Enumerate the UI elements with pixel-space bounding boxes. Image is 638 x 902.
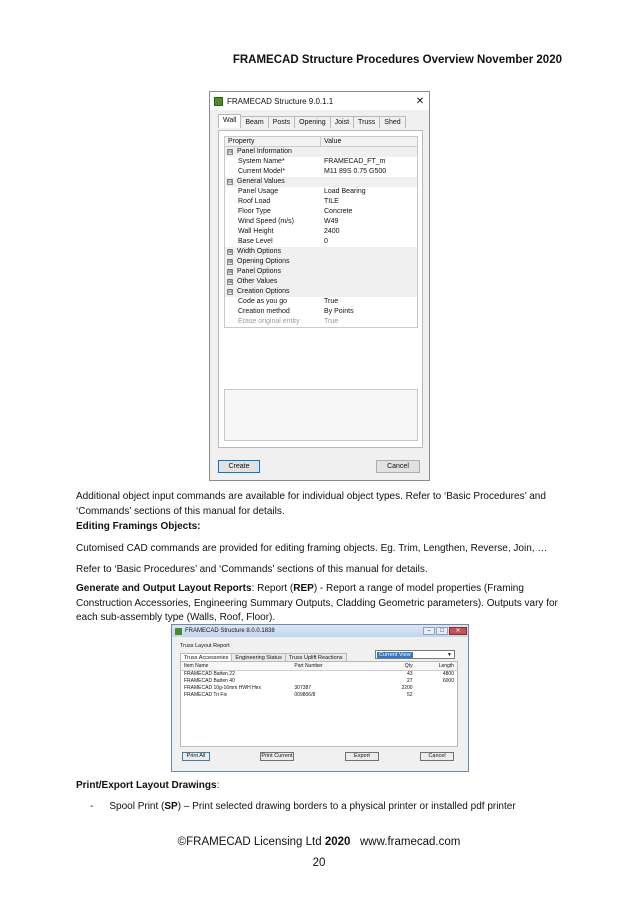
tab-posts[interactable]: Posts (268, 116, 296, 128)
tab-truss-accessories[interactable]: Truss Accessories (180, 653, 232, 662)
property-row[interactable] (225, 297, 417, 307)
paragraph-refer: Refer to ‘Basic Procedures’ and ‘Commands’ sections of this manual for details. (76, 564, 428, 575)
qty-cell: 27 (407, 678, 413, 684)
page-header: FRAMECAD Structure Procedures Overview November 2020 (232, 54, 562, 66)
view-select-value: Current View (379, 652, 411, 658)
table-header-row (181, 662, 457, 671)
group-label: Panel Information (237, 148, 292, 155)
property-value[interactable]: FRAMECAD_FT_m (324, 158, 386, 165)
property-label: System Name* (238, 158, 285, 165)
property-value[interactable]: 2400 (324, 228, 340, 235)
print-heading-colon: : (216, 780, 220, 791)
create-button[interactable]: Create (218, 460, 260, 473)
report-table-pane (180, 661, 458, 747)
collapse-icon[interactable]: ⊟ (228, 179, 233, 185)
group-label: Opening Options (237, 258, 290, 265)
page-number: 20 (312, 857, 326, 869)
bullet-text-a: Spool Print ( (109, 801, 165, 812)
property-row[interactable] (225, 237, 417, 247)
property-value[interactable]: 0 (324, 238, 328, 245)
structure-dialog (209, 91, 430, 481)
print-heading-line (76, 779, 566, 794)
property-grid-header (225, 137, 417, 147)
item-name-cell: FRAMECAD 10g-16mm HWH Hex (184, 685, 261, 691)
qty-cell: 43 (407, 671, 413, 677)
tab-wall[interactable]: Wall (218, 114, 241, 128)
print-heading: Print/Export Layout Drawings (76, 780, 217, 791)
cancel-button[interactable]: Cancel (376, 460, 420, 473)
property-group-row[interactable] (225, 267, 417, 277)
property-label: Panel Usage (238, 188, 279, 195)
export-button[interactable]: Export (345, 752, 379, 761)
close-icon[interactable]: ✕ (415, 95, 425, 107)
print-all-button[interactable]: Print All (182, 752, 210, 761)
tab-opening[interactable]: Opening (294, 116, 330, 128)
tab-joist[interactable]: Joist (330, 116, 354, 128)
footer-website: www.framecad.com (350, 836, 461, 848)
group-label: General Values (237, 178, 285, 185)
bullet-dash: - (90, 801, 94, 812)
bullet-spool-print (90, 800, 570, 815)
group-header (225, 257, 417, 267)
group-header (225, 287, 417, 297)
property-label: Code as you go (238, 298, 288, 305)
property-label: Roof Load (238, 198, 271, 205)
editing-heading: Editing Framings Objects: (76, 521, 201, 532)
property-label: Wind Speed (m/s) (238, 218, 295, 225)
expand-icon[interactable]: ⊞ (228, 279, 233, 285)
bullet-cmd: SP (164, 801, 178, 812)
length-cell: 4800 (442, 671, 454, 677)
group-label: Panel Options (237, 268, 281, 275)
property-label: Base Level (238, 238, 273, 245)
value-column-header: Value (324, 138, 342, 145)
editing-heading-line (76, 520, 566, 535)
group-label: Creation Options (237, 288, 290, 295)
table-row[interactable] (181, 671, 457, 679)
group-label: Width Options (237, 248, 281, 255)
property-row[interactable] (225, 197, 417, 207)
tab-truss-uplift[interactable]: Truss Uplift Reactions (285, 653, 347, 662)
item-name-cell: FRAMECAD Batten 40 (184, 678, 235, 684)
property-value[interactable]: True (324, 298, 339, 305)
table-row[interactable] (181, 678, 457, 685)
report-table (181, 662, 457, 699)
dialog-title: FRAMECAD Structure 9.0.1.1 (227, 96, 334, 106)
item-name-cell: FRAMECAD Tri Fix (184, 692, 228, 698)
group-header (225, 177, 417, 187)
part-number-cell (291, 678, 374, 685)
part-number-cell (291, 671, 374, 679)
footer-year: 2020 (324, 836, 351, 848)
generate-heading: Generate and Output Layout Reports (76, 583, 252, 594)
paragraph-custom-commands: Cutomised CAD commands are provided for editing framing objects. Eg. Trim, Lengthen, Reverse, Join, … (76, 543, 548, 554)
print-current-button[interactable]: Print Current (261, 753, 293, 759)
property-value[interactable]: W49 (324, 218, 339, 225)
report-table-body (181, 671, 457, 700)
property-label: Creation method (238, 308, 290, 315)
group-header (225, 267, 417, 277)
property-label: Floor Type (238, 208, 271, 215)
table-row[interactable] (181, 692, 457, 699)
qty-cell: 52 (407, 692, 413, 698)
minimize-icon[interactable]: – (423, 627, 435, 635)
property-label: Wall Height (238, 228, 274, 235)
app-icon (175, 628, 182, 635)
property-label: Current Model* (238, 168, 286, 175)
property-group-row[interactable] (225, 247, 417, 257)
generate-text: ) - Report a range of model properties (Framing Construction Accessories, Engineering Summary Outputs, Cladding Geometric parameters). Outputs vary for each sub-assembly type (Walls, Roof, Floor). (76, 583, 558, 623)
report-title: FRAMECAD Structure 8.0.0.1838 (185, 628, 275, 634)
property-label: Erase original entity (238, 318, 300, 325)
page-footer (0, 836, 638, 848)
length-cell (416, 685, 457, 692)
report-label: Truss Layout Report (180, 643, 230, 649)
tab-truss[interactable]: Truss (353, 116, 380, 128)
property-row[interactable] (225, 157, 417, 167)
chevron-down-icon: ▼ (447, 652, 452, 658)
paragraph-generate-reports (76, 582, 566, 626)
collapse-icon[interactable]: ⊟ (228, 289, 233, 295)
property-value[interactable]: By Points (324, 308, 354, 315)
property-value[interactable]: True (324, 318, 339, 325)
property-row[interactable] (225, 227, 417, 237)
footer-copyright: ©FRAMECAD Licensing Ltd (177, 836, 325, 848)
property-group-row[interactable] (225, 147, 417, 157)
group-header (225, 147, 417, 157)
paragraph-additional-commands: Additional object input commands are available for individual object types. Refer to ‘Basic Procedures’ and ‘Commands’ sections of this manual for details. (76, 491, 546, 517)
close-icon[interactable]: ✕ (449, 627, 467, 635)
group-label: Other Values (237, 278, 278, 285)
property-value[interactable]: Load Bearing (324, 188, 366, 195)
property-row[interactable] (225, 187, 417, 197)
item-name-cell: FRAMECAD Batten 22 (184, 671, 235, 677)
property-group-row[interactable] (225, 257, 417, 267)
report-titlebar (172, 625, 468, 637)
property-group-row[interactable] (225, 277, 417, 287)
maximize-icon[interactable]: □ (436, 627, 448, 635)
property-group-row[interactable] (225, 287, 417, 297)
property-column-header: Property (225, 137, 321, 146)
property-row[interactable] (225, 167, 417, 177)
truss-report-dialog (171, 624, 469, 772)
expand-icon[interactable]: ⊞ (228, 259, 233, 265)
length-cell: 6000 (442, 678, 454, 684)
dialog-titlebar (210, 92, 429, 110)
expand-icon[interactable]: ⊞ (228, 249, 233, 255)
generate-cmd: REP (293, 583, 314, 594)
group-header (225, 277, 417, 287)
property-rows (225, 147, 417, 327)
cancel-button[interactable]: Cancel (420, 752, 454, 761)
property-grid (224, 136, 418, 328)
qty-cell: 2200 (401, 685, 413, 691)
group-header (225, 247, 417, 257)
app-icon (214, 97, 223, 106)
part-number-cell: 307387 (294, 685, 312, 691)
length-cell (416, 692, 457, 699)
collapse-icon[interactable]: ⊟ (228, 149, 233, 155)
table-row[interactable] (181, 685, 457, 692)
property-value[interactable]: Concrete (324, 208, 353, 215)
tab-engineering-status[interactable]: Engineering Status (231, 653, 285, 662)
property-value[interactable]: M11 89S 0.75 G500 (324, 168, 387, 175)
property-group-row[interactable] (225, 177, 417, 187)
property-row[interactable] (225, 207, 417, 217)
col-qty[interactable]: Qty (374, 662, 415, 671)
property-row[interactable] (225, 307, 417, 317)
generate-cmd-prefix: : Report ( (251, 583, 294, 594)
tab-beam[interactable]: Beam (240, 116, 268, 128)
col-part-number[interactable]: Part Number (291, 662, 374, 671)
part-number-cell: 009806/8 (294, 692, 316, 698)
col-item-name[interactable]: Item Name (181, 662, 291, 671)
tab-pane (218, 130, 423, 448)
object-tabs (218, 116, 405, 128)
description-panel (224, 389, 418, 441)
bullet-text-b: ) – Print selected drawing borders to a physical printer or installed pdf printer (177, 801, 516, 812)
view-select[interactable] (375, 650, 455, 659)
property-value[interactable]: TILE (324, 198, 339, 205)
col-length[interactable]: Length (416, 662, 457, 671)
tab-shed[interactable]: Shed (379, 116, 405, 128)
property-row[interactable] (225, 217, 417, 227)
property-row[interactable] (225, 317, 417, 327)
expand-icon[interactable]: ⊞ (228, 269, 233, 275)
